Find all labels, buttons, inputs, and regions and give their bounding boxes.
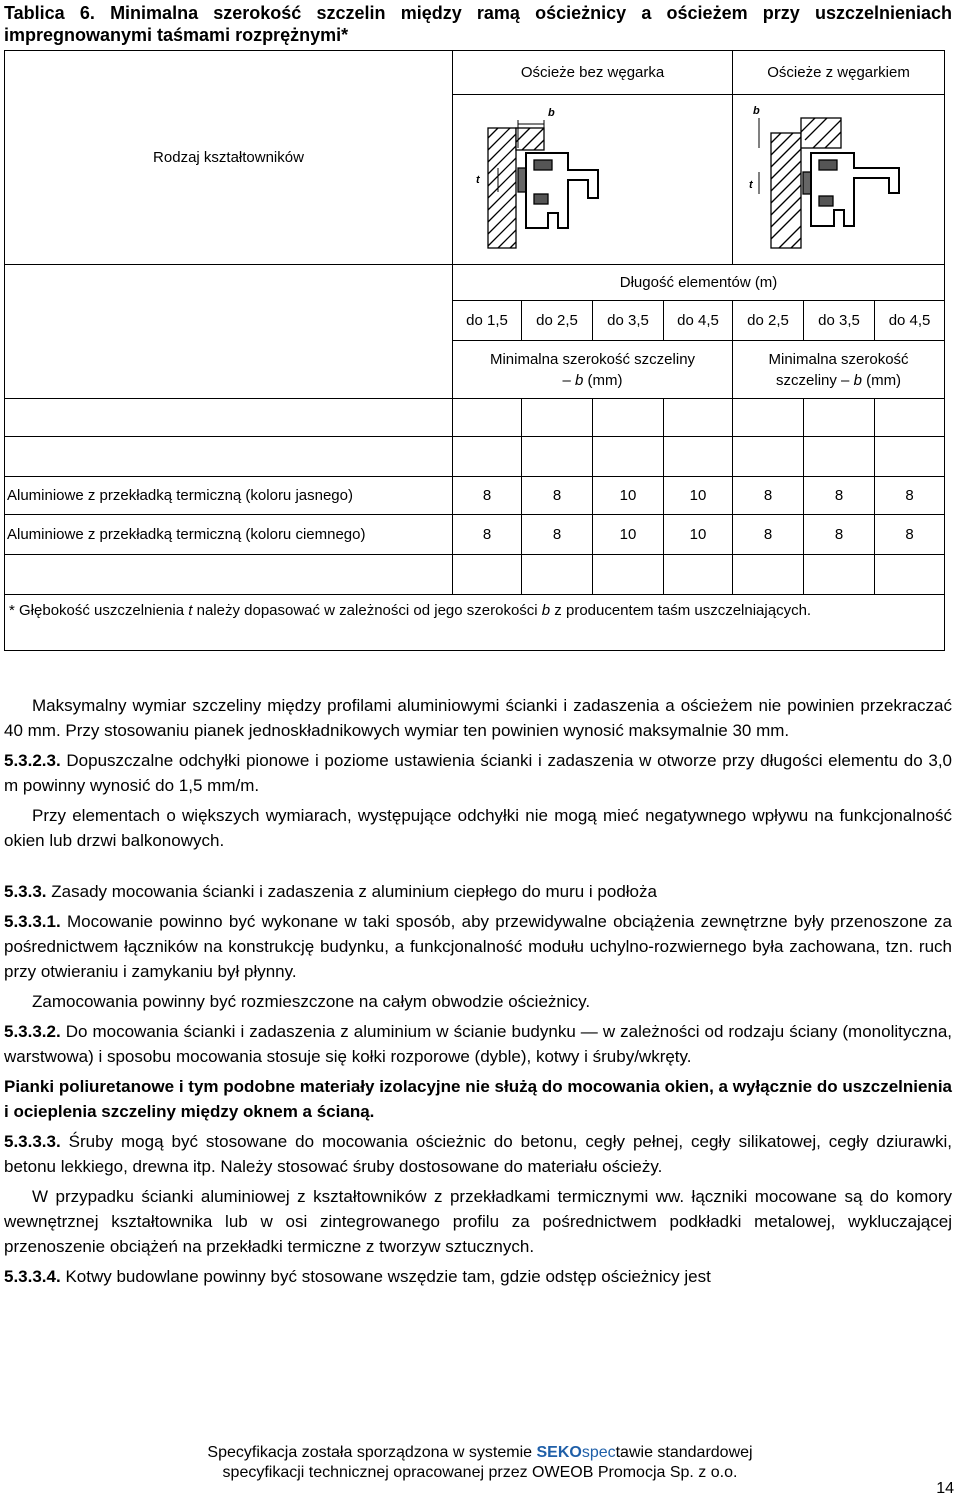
- t-dimension-label-hump: t: [748, 178, 753, 191]
- row-label: Aluminiowe z przekładką termiczną (koloru ciemnego): [5, 515, 453, 555]
- cell: 10: [593, 515, 664, 555]
- t-dimension-label: t: [475, 173, 480, 186]
- length-no-hump-2: do 2,5: [522, 301, 593, 341]
- cell: 8: [453, 477, 522, 515]
- b-dimension-label-hump: b: [752, 104, 760, 117]
- col-header-hump: Ościeże z węgarkiem: [733, 51, 945, 95]
- col-header-no-hump: Ościeże bez węgarka: [453, 51, 733, 95]
- length-no-hump-1: do 1,5: [453, 301, 522, 341]
- table-row: [5, 477, 945, 515]
- paragraph: Zamocowania powinny być rozmieszczone na całym obwodzie ościeżnicy.: [32, 992, 591, 1011]
- length-hump-3: do 4,5: [875, 301, 945, 341]
- diagram-hump: [733, 95, 945, 265]
- cell: 8: [804, 477, 875, 515]
- cell: 8: [804, 515, 875, 555]
- page-number: 14: [936, 1480, 954, 1497]
- paragraph: Maksymalny wymiar szczeliny między profilami aluminiowymi ścianki i zadaszenia a ościeżem nie powinien przekraczać 40 mm. Przy stosowaniu pianek jednoskładnikowych wymiar ten powinien wynosić maksymalnie 30 mm.: [4, 696, 952, 740]
- header-spacer: [5, 265, 453, 399]
- cell: 8: [733, 515, 804, 555]
- paragraph: 5.3.3.1. Mocowanie powinno być wykonane w taki sposób, aby przewidywalne obciążenia zewnętrzne były przenoszone za pośrednictwem łączników na konstrukcję budynku, a funkcjonalność modułu uchylno-rozwiernego była zachowana, tzn. ruch przy otwieraniu i zamykaniu był płynny.: [4, 912, 952, 981]
- paragraph: Przy elementach o większych wymiarach, występujące odchyłki nie mogą mieć negatywnego wpływu na funkcjonalność okien lub drzwi balkonowych.: [4, 806, 952, 850]
- row-label: Aluminiowe z przekładką termiczną (koloru jasnego): [5, 477, 453, 515]
- length-no-hump-3: do 3,5: [593, 301, 664, 341]
- cell: 8: [453, 515, 522, 555]
- footer-line-1: Specyfikacja została sporządzona w systemie SEKOspectawie standardowej: [207, 1444, 753, 1461]
- length-no-hump-4: do 4,5: [664, 301, 733, 341]
- paragraph-bold: Pianki poliuretanowe i tym podobne materiały izolacyjne nie służą do mocowania okien, a wyłącznie do uszczelnienia i ocieplenia szczeliny między oknem a ścianą.: [4, 1077, 952, 1121]
- sekospec-logo: SEKO: [536, 1444, 582, 1461]
- jamb-with-hump-diagram: [739, 98, 939, 258]
- cell: 10: [664, 477, 733, 515]
- length-hump-2: do 3,5: [804, 301, 875, 341]
- cell: 10: [593, 477, 664, 515]
- cell: 8: [522, 477, 593, 515]
- min-width-header-no-hump: Minimalna szerokość szczeliny – b (mm): [453, 341, 733, 399]
- diagram-no-hump: [453, 95, 733, 265]
- section-heading: 5.3.3. Zasady mocowania ścianki i zadaszenia z aluminium ciepłego do muru i podłoża: [4, 882, 657, 901]
- cell: 8: [522, 515, 593, 555]
- cell: 10: [664, 515, 733, 555]
- length-header: Długość elementów (m): [453, 265, 945, 301]
- cell: 8: [875, 477, 945, 515]
- table-row: [5, 515, 945, 555]
- gap-width-table: [4, 50, 945, 651]
- paragraph: 5.3.3.2. Do mocowania ścianki i zadaszenia z aluminium w ścianie budynku — w zależności od rodzaju ściany (monolityczna, warstwowa) i sposobu mocowania stosuje się kołki rozporowe (dyble), kotwy i śruby/wkręty.: [4, 1022, 952, 1066]
- paragraph: W przypadku ścianki aluminiowej z kształtowników z przekładkami termicznymi ww. łączniki mocowane są do komory wewnętrznej kształtownika lub w osi zintegrowanego profilu za pośrednictwem podkładki metalowej, wykluczającej przenoszenie obciążeń na przekładki termiczne z tworzyw sztucznych.: [4, 1187, 952, 1256]
- min-width-header-hump: Minimalna szerokość szczeliny – b (mm): [733, 341, 945, 399]
- paragraph: 5.3.2.3. Dopuszczalne odchyłki pionowe i poziome ustawienia ścianki i zadaszenia w otworze przy długości elementu do 3,0 m powinny wynosić do 1,5 mm/m.: [4, 751, 952, 795]
- length-hump-1: do 2,5: [733, 301, 804, 341]
- cell: 8: [733, 477, 804, 515]
- table-footnote: * Głębokość uszczelnienia t należy dopasować w zależności od jego szerokości b z producentem taśm uszczelniających.: [5, 595, 945, 651]
- table-title: Tablica 6. Minimalna szerokość szczelin między ramą ościeżnicy a ościeżem przy uszczelnieniach impregnowanymi taśmami rozprężnymi*: [4, 3, 952, 45]
- footer-line-2: specyfikacji technicznej opracowanej przez OWEOB Promocja Sp. z o.o.: [222, 1464, 738, 1481]
- cell: 8: [875, 515, 945, 555]
- jamb-without-hump-diagram: [458, 98, 728, 258]
- paragraph: 5.3.3.4. Kotwy budowlane powinny być stosowane wszędzie tam, gdzie odstęp ościeżnicy jest: [4, 1267, 711, 1286]
- body-text: [4, 693, 952, 1289]
- row-header: Rodzaj kształtowników: [5, 51, 453, 265]
- b-dimension-label: b: [547, 106, 555, 119]
- page-footer: [0, 1443, 960, 1483]
- paragraph: 5.3.3.3. Śruby mogą być stosowane do mocowania ościeżnic do betonu, cegły pełnej, cegły silikatowej, cegły dziurawki, betonu lekkiego, drewna itp. Należy stosować śruby dostosowane do materiału ościeży.: [4, 1132, 952, 1176]
